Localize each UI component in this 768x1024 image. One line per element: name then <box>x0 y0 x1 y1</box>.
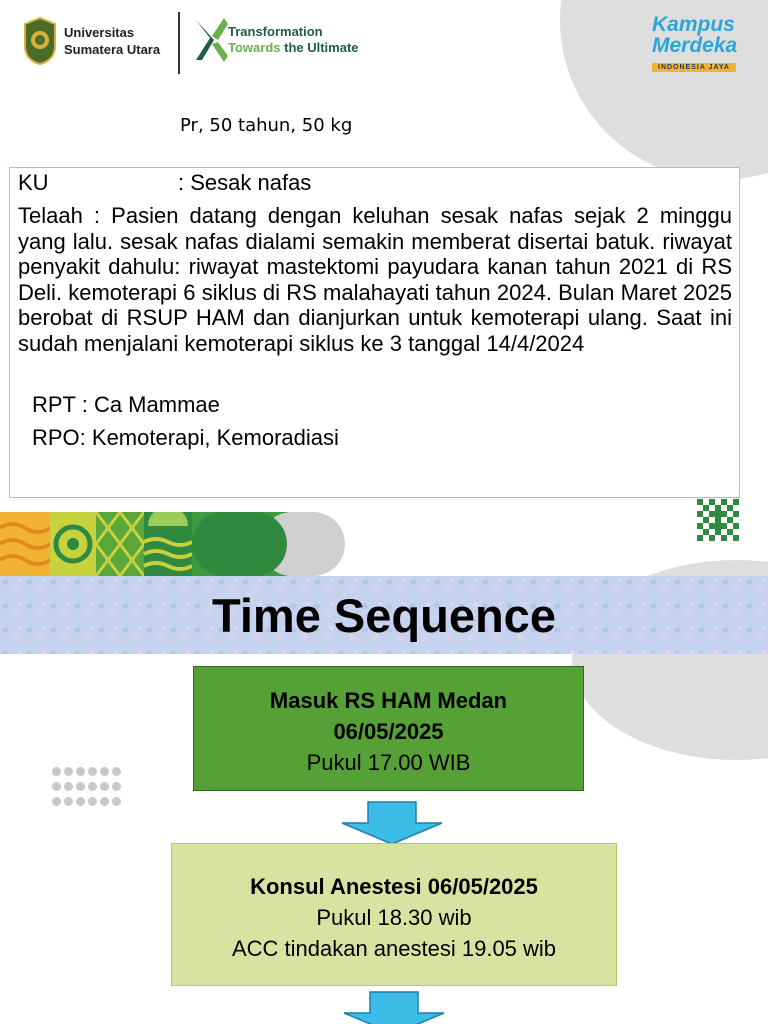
telaah-text: Pasien datang dengan keluhan sesak nafas sejak 2 minggu yang lalu. sesak nafas dialami semakin memberat disertai batuk. riwayat penyakit dahulu: riwayat mastektomi payudara kanan tahun 2021 di RS Deli. kemoterapi 6 siklus di RS malahayati tahun 2024. Bulan Maret 2025 berobat di RSUP HAM dan dianjurkan untuk kemoterapi ulang. Saat ini sudah menjalani kemoterapi siklus ke 3 tanggal 14/4/2024 <box>18 203 732 356</box>
rpt-line: RPT : Ca Mammae <box>32 392 220 417</box>
tagline-line2 <box>228 40 359 56</box>
step2-title: Konsul Anestesi 06/05/2025 <box>250 874 538 899</box>
rpo-line: RPO: Kemoterapi, Kemoradiasi <box>32 425 339 450</box>
batik-decorative-strip <box>0 512 345 576</box>
transformation-tagline <box>228 24 359 56</box>
tagline-towards: Towards <box>228 40 281 55</box>
step1-title: Masuk RS HAM Medan <box>269 688 508 713</box>
tagline-line1: Transformation <box>228 24 323 39</box>
ku-label: KU <box>18 170 49 195</box>
step2-acc: ACC tindakan anestesi 19.05 wib <box>231 936 557 961</box>
usu-name <box>64 24 160 58</box>
telaah-block <box>18 203 732 356</box>
usu-name-line1: Universitas <box>64 25 135 40</box>
ku-row <box>18 170 311 196</box>
telaah-label: Telaah : <box>18 203 101 228</box>
batik-corner-pattern <box>697 499 739 541</box>
patient-info: Pr, 50 tahun, 50 kg <box>180 115 353 136</box>
transformation-logo <box>194 16 359 64</box>
usu-name-line2: Sumatera Utara <box>64 42 161 57</box>
step1-date: 06/05/2025 <box>333 719 444 744</box>
timeline-step-2 <box>171 843 617 986</box>
step1-time: Pukul 17.00 WIB <box>306 750 471 775</box>
telaah-paragraph <box>18 203 732 356</box>
usu-seal-icon <box>22 16 58 66</box>
down-arrow-icon <box>340 801 444 845</box>
case-info-box <box>9 167 740 498</box>
logo-divider <box>178 12 180 74</box>
timeline-step-1 <box>193 666 584 791</box>
tagline-ultimate: the Ultimate <box>280 40 359 55</box>
kampus-band: INDONESIA JAYA <box>652 63 736 72</box>
transformation-mark-icon <box>194 16 228 64</box>
ku-value: : Sesak nafas <box>178 170 312 195</box>
usu-logo <box>22 16 160 66</box>
kampus-merdeka-logo <box>652 14 748 82</box>
title-band <box>0 576 768 654</box>
down-arrow-icon-2 <box>342 991 446 1024</box>
step2-time: Pukul 18.30 wib <box>316 905 472 930</box>
kampus-word: Kampus <box>652 13 735 36</box>
timeline-title: Time Sequence <box>212 589 556 642</box>
merdeka-word: Merdeka <box>652 34 738 57</box>
